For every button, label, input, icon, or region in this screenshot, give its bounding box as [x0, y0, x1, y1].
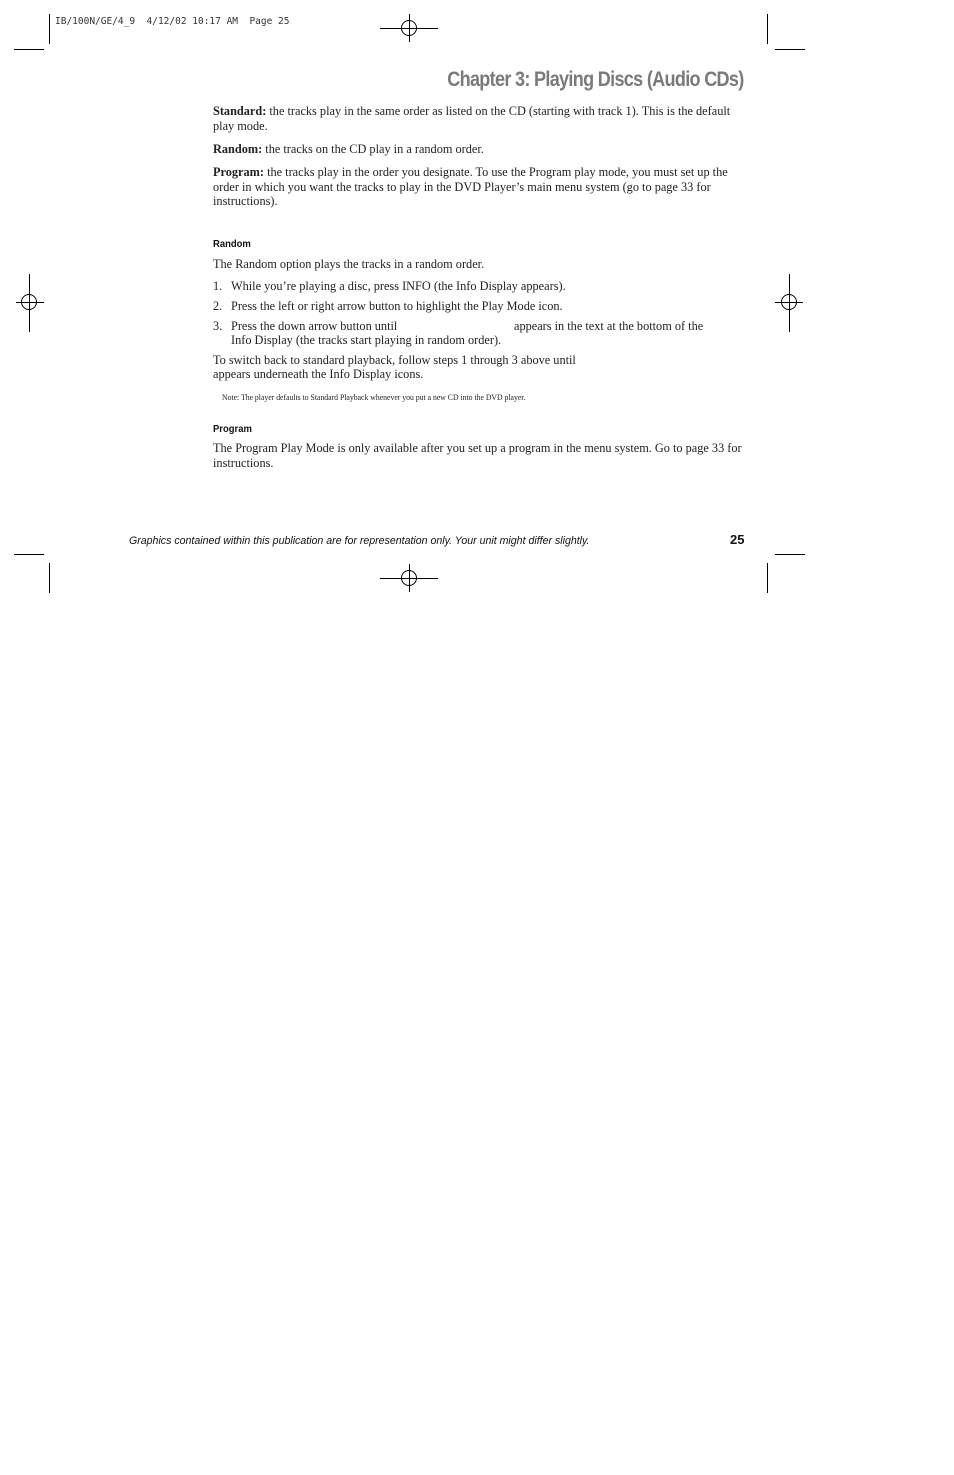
random-mode-description [213, 142, 745, 157]
program-text: The Program Play Mode is only available after you set up a program in the menu system. Go to page 33 for instructions. [213, 441, 742, 470]
step-text: While you’re playing a disc, press INFO (the Info Display appears). [231, 279, 566, 293]
step-number: 2. [213, 299, 223, 313]
standard-mode-description [213, 104, 745, 133]
program-label: Program: [213, 165, 264, 179]
footer-disclaimer: Graphics contained within this publication are for representation only. Your unit might differ slightly. [129, 535, 590, 547]
step-text: Info Display (the tracks start playing in random order). [231, 333, 502, 347]
note: Note: The player defaults to Standard Playback whenever you put a new CD into the DVD player. [222, 392, 526, 402]
program-mode-description [213, 165, 745, 209]
step-number: 1. [213, 279, 223, 293]
print-slug: IB/100N/GE/4_9 4/12/02 10:17 AM Page 25 [55, 16, 290, 27]
standard-label: Standard: [213, 104, 267, 118]
step-text: Press the left or right arrow button to highlight the Play Mode icon. [231, 299, 563, 313]
switch-back-text: To switch back to standard playback, follow steps 1 through 3 above until [213, 353, 576, 367]
random-intro: The Random option plays the tracks in a random order. [213, 257, 485, 271]
step-text: appears in the text at the bottom of the [514, 319, 704, 333]
step-number: 3. [213, 319, 223, 333]
step-text: Press the down arrow button until [231, 319, 398, 333]
program-heading: Program [213, 423, 252, 435]
standard-text: the tracks play in the same order as listed on the CD (starting with track 1). This is the default play mode. [213, 104, 731, 133]
random-text: the tracks on the CD play in a random order. [262, 142, 484, 156]
random-heading: Random [213, 238, 251, 250]
page-number: 25 [730, 532, 745, 547]
program-text: the tracks play in the order you designate. To use the Program play mode, you must set up the order in which you want the tracks to play in the DVD Player’s main menu system (go to page 33 for instructions). [213, 165, 728, 208]
switch-back-text-cont: appears underneath the Info Display icons. [213, 367, 424, 381]
random-label: Random: [213, 142, 263, 156]
chapter-title: Chapter 3: Playing Discs (Audio CDs) [447, 68, 744, 91]
